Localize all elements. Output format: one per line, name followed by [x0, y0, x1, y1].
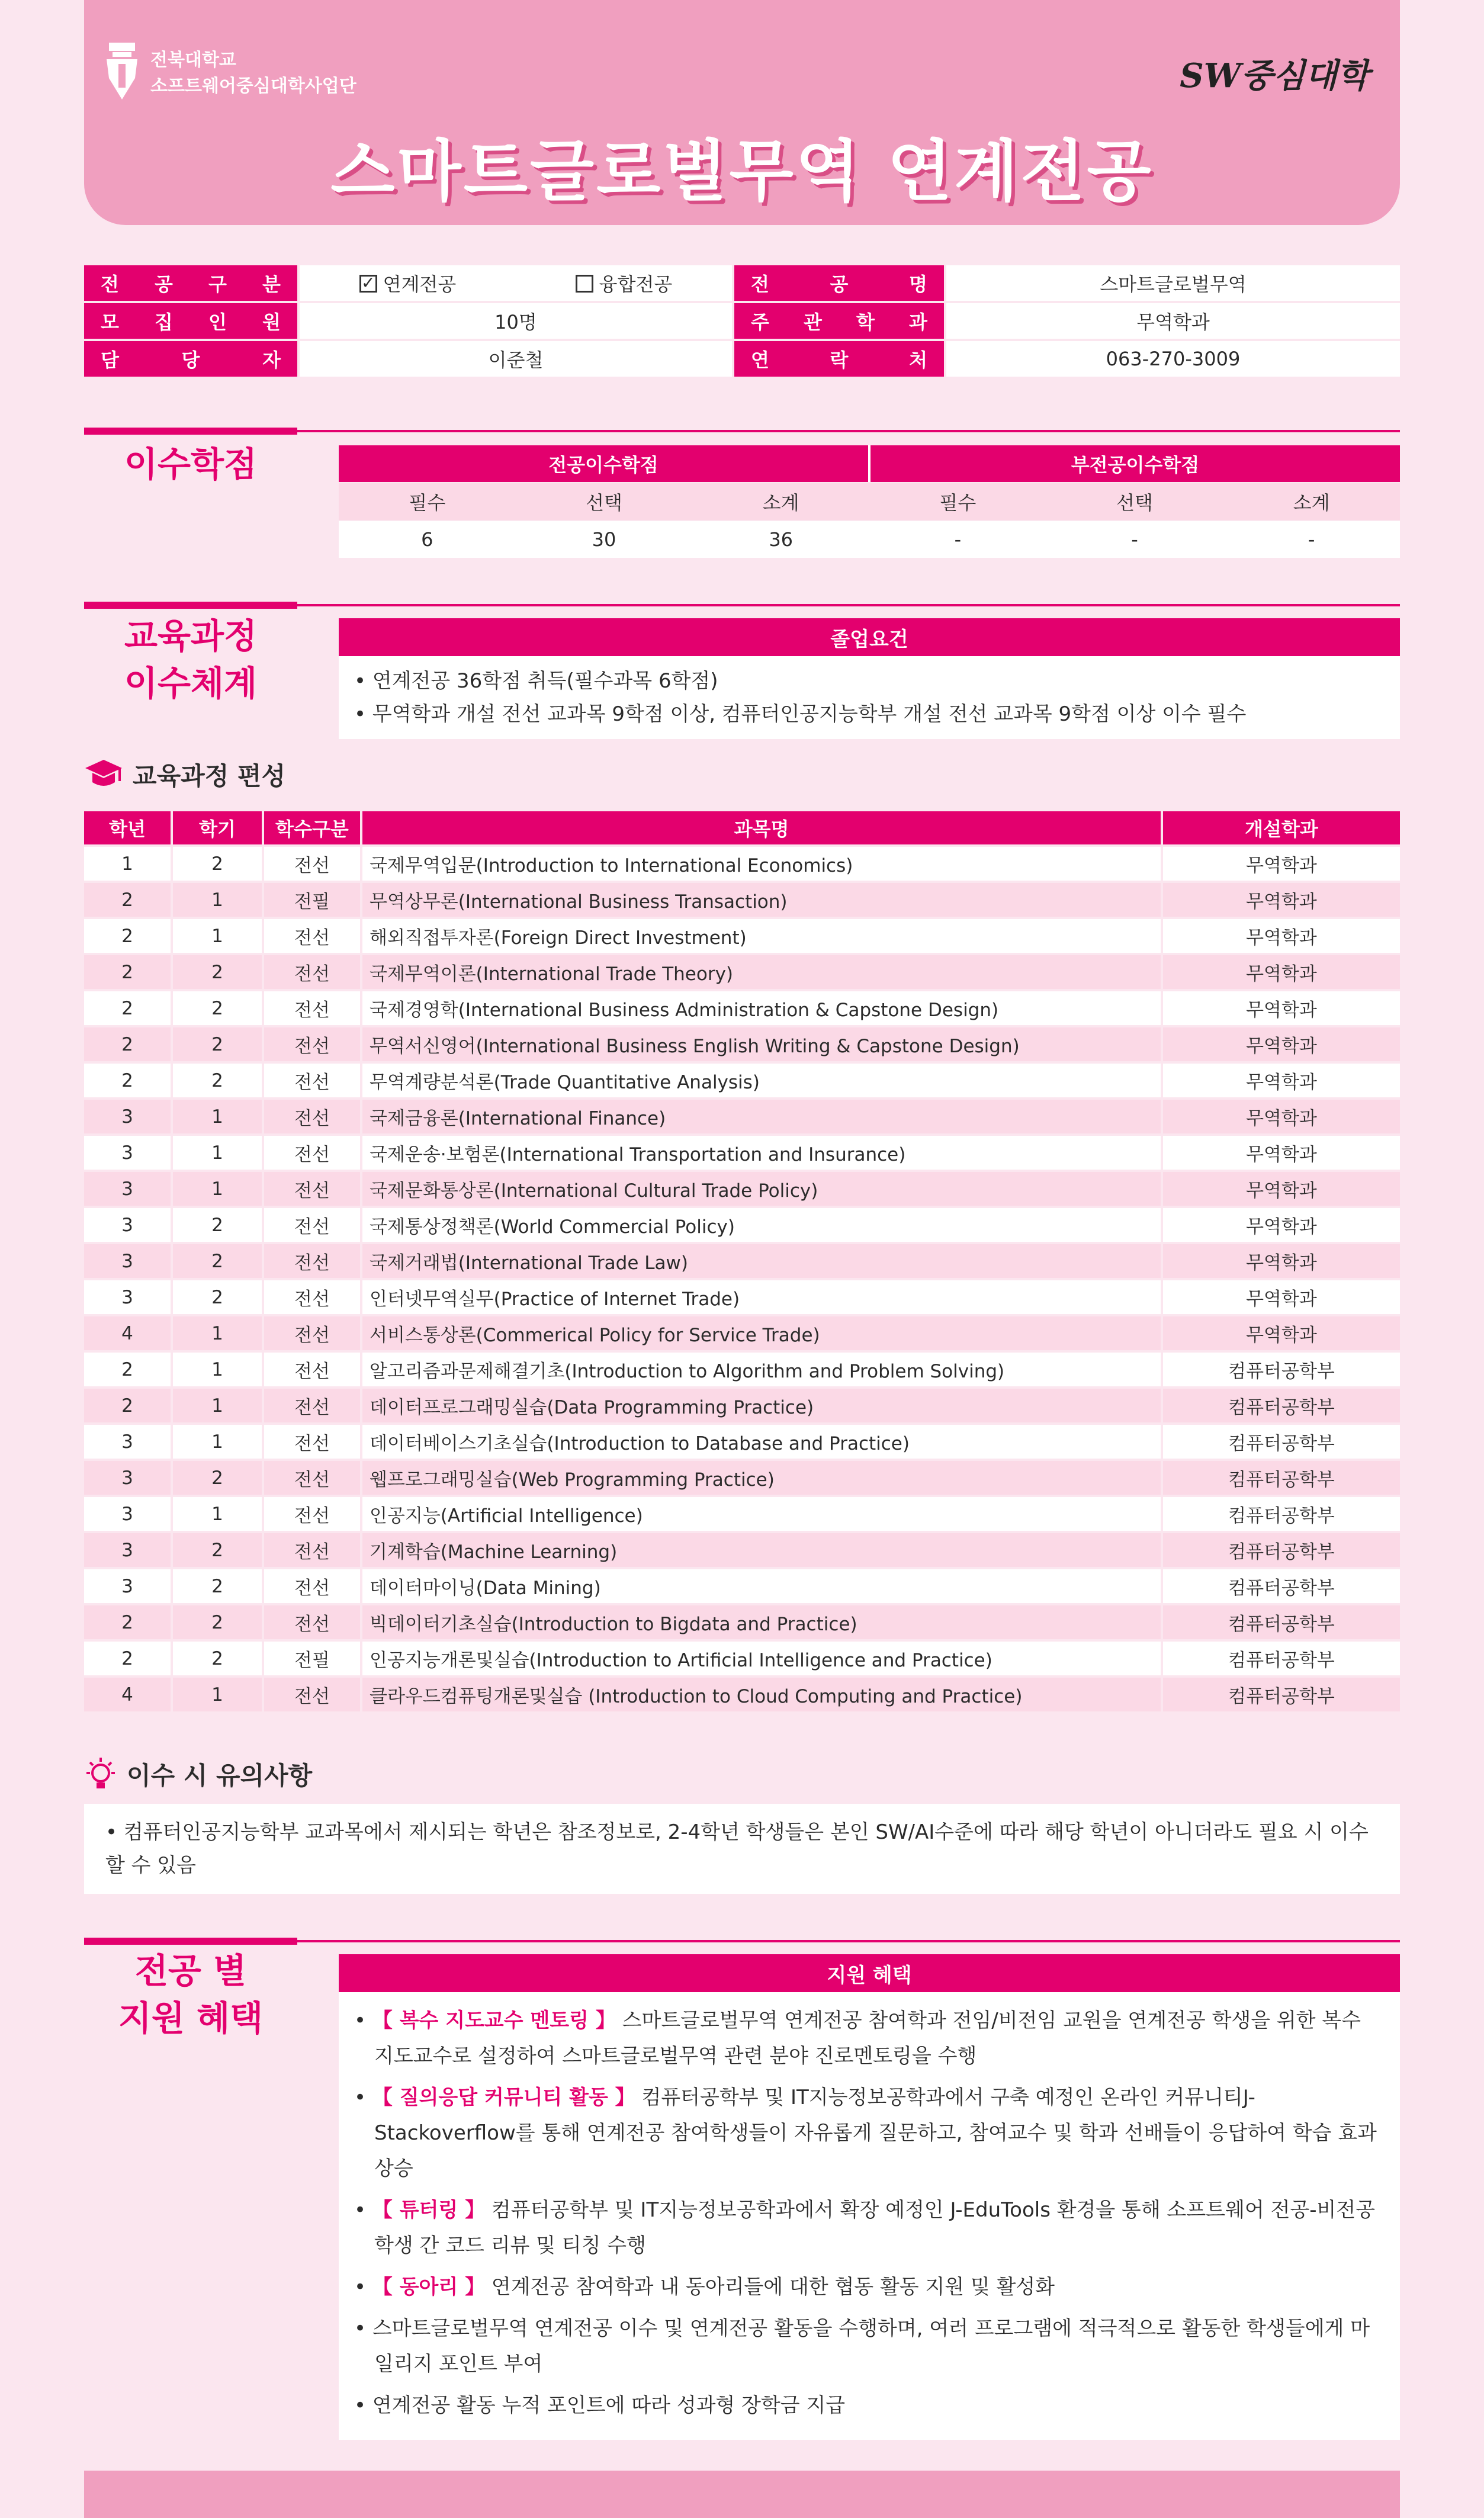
support-item	[354, 2269, 1385, 2305]
course-type: 전필	[264, 883, 360, 917]
credit-value: 36	[692, 521, 869, 558]
course-semester: 1	[173, 1678, 262, 1711]
course-semester: 1	[173, 1136, 262, 1170]
course-year: 3	[84, 1208, 171, 1242]
course-semester: 1	[173, 883, 262, 917]
page-footer	[84, 2471, 1400, 2518]
course-dept: 컴퓨터공학부	[1163, 1425, 1400, 1459]
course-year: 3	[84, 1244, 171, 1278]
credit-col-header: 필수	[869, 483, 1046, 520]
contact-label	[734, 341, 944, 377]
course-dept: 무역학과	[1163, 1316, 1400, 1350]
course-year: 2	[84, 1064, 171, 1097]
course-dept: 무역학과	[1163, 991, 1400, 1025]
table-row	[84, 1100, 1400, 1133]
option-convergence-label: 융합전공	[599, 273, 673, 296]
course-year: 3	[84, 1425, 171, 1459]
course-dept: 무역학과	[1163, 1244, 1400, 1278]
course-dept: 컴퓨터공학부	[1163, 1389, 1400, 1422]
composition-title: 교육과정 편성	[133, 762, 286, 791]
col-header-dept: 개설학과	[1163, 811, 1400, 844]
recruit-label-char: 집	[155, 311, 173, 333]
section-bar	[84, 1938, 297, 1945]
course-dept: 컴퓨터공학부	[1163, 1605, 1400, 1639]
dept-value: 무역학과	[946, 303, 1400, 339]
course-year: 2	[84, 955, 171, 989]
table-row	[84, 1425, 1400, 1459]
course-semester: 1	[173, 1316, 262, 1350]
bullet: •	[354, 2086, 372, 2109]
course-year: 4	[84, 1316, 171, 1350]
course-semester: 2	[173, 955, 262, 989]
bullet: •	[354, 2009, 372, 2032]
course-name: 국제거래법(International Trade Law)	[362, 1244, 1161, 1278]
recruit-label-char: 모	[101, 311, 119, 333]
major-type-label	[84, 265, 297, 301]
graduation-cap-icon	[84, 759, 123, 791]
bullet: •	[354, 2394, 372, 2417]
course-name: 데이터프로그래밍실습(Data Programming Practice)	[362, 1389, 1161, 1422]
course-year: 2	[84, 1353, 171, 1386]
unchecked-box-icon	[576, 275, 593, 293]
course-year: 2	[84, 1389, 171, 1422]
credit-col-header: 선택	[1046, 483, 1223, 520]
table-row	[84, 1027, 1400, 1061]
graduation-body	[339, 656, 1400, 739]
course-type: 전선	[264, 1172, 360, 1206]
contact-value: 063-270-3009	[946, 341, 1400, 377]
course-dept: 컴퓨터공학부	[1163, 1353, 1400, 1386]
course-year: 2	[84, 991, 171, 1025]
course-name: 무역서신영어(International Business English Writing & Capstone Design)	[362, 1027, 1161, 1061]
table-row	[84, 955, 1400, 989]
table-row	[84, 1605, 1400, 1639]
dept-label-char: 관	[804, 311, 822, 333]
course-year: 3	[84, 1497, 171, 1531]
manager-label	[84, 341, 297, 377]
support-item-text: 스마트글로벌무역 연계전공 이수 및 연계전공 활동을 수행하며, 여러 프로그램에 적극적으로 활동한 학생들에게 마일리지 포인트 부여	[372, 2317, 1370, 2376]
support-header: 지원 혜택	[339, 1954, 1400, 1992]
checked-box-icon: ✓	[359, 275, 377, 293]
course-type: 전선	[264, 919, 360, 953]
table-row	[84, 847, 1400, 881]
dept-label-char: 주	[751, 311, 769, 333]
course-semester: 2	[173, 1244, 262, 1278]
course-semester: 1	[173, 1497, 262, 1531]
sw-logo: SW중심대학	[1180, 56, 1369, 95]
course-dept: 무역학과	[1163, 1280, 1400, 1314]
credits-table	[339, 445, 1400, 558]
support-title-line1: 전공 별	[134, 1951, 247, 1991]
support-item	[354, 2311, 1385, 2382]
table-row	[84, 1316, 1400, 1350]
major-type-label-char: 전	[101, 273, 119, 296]
course-type: 전필	[264, 1642, 360, 1675]
bullet: •	[354, 2317, 372, 2340]
course-dept: 컴퓨터공학부	[1163, 1497, 1400, 1531]
course-type: 전선	[264, 1678, 360, 1711]
support-item-text: 연계전공 활동 누적 포인트에 따라 성과형 장학금 지급	[372, 2394, 846, 2417]
course-year: 3	[84, 1100, 171, 1133]
contact-label-char: 처	[909, 349, 927, 371]
recruit-label-char: 원	[262, 311, 281, 333]
course-name: 인공지능(Artificial Intelligence)	[362, 1497, 1161, 1531]
university-logo-icon	[104, 43, 140, 102]
course-dept: 무역학과	[1163, 883, 1400, 917]
course-name: 국제문화통상론(International Cultural Trade Policy)	[362, 1172, 1161, 1206]
support-item	[354, 2080, 1385, 2186]
support-box	[339, 1954, 1400, 2440]
course-type: 전선	[264, 1461, 360, 1495]
support-item-tag: 【 복수 지도교수 멘토링 】	[372, 2009, 616, 2032]
dept-label	[734, 303, 944, 339]
credit-value: 30	[516, 521, 693, 558]
notes-box: • 컴퓨터인공지능학부 교과목에서 제시되는 학년은 참조정보로, 2-4학년 학생들은 본인 SW/AI수준에 따라 해당 학년이 아니더라도 필요 시 이수할 수 있음	[84, 1804, 1400, 1894]
option-linked-label: 연계전공	[383, 273, 457, 296]
graduation-item: • 무역학과 개설 전선 교과목 9학점 이상, 컴퓨터인공지능학부 개설 전선 교과목 9학점 이상 이수 필수	[354, 702, 1247, 726]
course-year: 3	[84, 1461, 171, 1495]
course-semester: 2	[173, 1027, 262, 1061]
dept-label-char: 과	[909, 311, 927, 333]
major-name-label-char: 공	[830, 273, 849, 296]
course-type: 전선	[264, 1353, 360, 1386]
minor-credits-header: 부전공이수학점	[871, 445, 1400, 482]
table-row	[84, 1208, 1400, 1242]
table-row	[84, 1461, 1400, 1495]
page-title: 스마트글로벌무역 연계전공	[330, 133, 1154, 210]
course-semester: 1	[173, 1389, 262, 1422]
table-row	[84, 1642, 1400, 1675]
course-name: 클라우드컴퓨팅개론및실습 (Introduction to Cloud Computing and Practice)	[362, 1678, 1161, 1711]
table-row	[84, 1244, 1400, 1278]
course-dept: 컴퓨터공학부	[1163, 1461, 1400, 1495]
table-row	[84, 991, 1400, 1025]
page-header	[84, 0, 1400, 225]
course-name: 국제무역입문(Introduction to International Economics)	[362, 847, 1161, 881]
support-item-text: 스마트글로벌무역 연계전공 참여학과 전임/비전임 교원을 연계전공 학생을 위한 복수 지도교수로 설정하여 스마트글로벌무역 관련 분야 진로멘토링을 수행	[374, 2009, 1361, 2068]
course-dept: 무역학과	[1163, 1208, 1400, 1242]
course-year: 3	[84, 1280, 171, 1314]
table-row	[84, 1389, 1400, 1422]
major-type-label-char: 공	[155, 273, 173, 296]
course-year: 2	[84, 883, 171, 917]
course-name: 무역상무론(International Business Transaction)	[362, 883, 1161, 917]
notes-title: 이수 시 유의사항	[127, 1761, 313, 1790]
course-name: 서비스통상론(Commerical Policy for Service Trade)	[362, 1316, 1161, 1350]
table-row	[84, 1678, 1400, 1711]
course-type: 전선	[264, 1064, 360, 1097]
course-dept: 컴퓨터공학부	[1163, 1533, 1400, 1567]
course-semester: 2	[173, 1569, 262, 1603]
bullet: •	[354, 2198, 372, 2222]
course-semester: 2	[173, 1533, 262, 1567]
contact-label-char: 연	[751, 349, 769, 371]
curriculum-title-line2: 이수체계	[124, 663, 258, 704]
support-item-tag: 【 동아리 】	[372, 2275, 486, 2299]
course-dept: 무역학과	[1163, 1172, 1400, 1206]
course-type: 전선	[264, 1569, 360, 1603]
course-dept: 컴퓨터공학부	[1163, 1569, 1400, 1603]
col-header-type: 학수구분	[264, 811, 360, 844]
support-section-title	[84, 1947, 297, 2042]
course-year: 3	[84, 1569, 171, 1603]
course-name: 국제무역이론(International Trade Theory)	[362, 955, 1161, 989]
credits-section-title: 이수학점	[124, 444, 258, 484]
course-type: 전선	[264, 1605, 360, 1639]
checkbox-convergence	[576, 269, 673, 297]
recruit-label-char: 인	[208, 311, 227, 333]
course-semester: 2	[173, 1642, 262, 1675]
major-type-value	[300, 265, 732, 301]
lightbulb-icon	[84, 1756, 117, 1792]
course-type: 전선	[264, 847, 360, 881]
course-year: 3	[84, 1533, 171, 1567]
course-type: 전선	[264, 1027, 360, 1061]
course-semester: 1	[173, 919, 262, 953]
course-year: 3	[84, 1136, 171, 1170]
course-year: 1	[84, 847, 171, 881]
info-table	[84, 265, 1400, 379]
support-item	[354, 2003, 1385, 2074]
support-item-tag: 【 튜터링 】	[372, 2198, 486, 2222]
section-bar	[84, 428, 297, 435]
curriculum-section-title	[84, 612, 297, 707]
course-semester: 2	[173, 1280, 262, 1314]
course-name: 기계학습(Machine Learning)	[362, 1533, 1161, 1567]
course-semester: 2	[173, 1208, 262, 1242]
course-dept: 무역학과	[1163, 1136, 1400, 1170]
support-title-line2: 지원 혜택	[118, 1998, 264, 2038]
course-type: 전선	[264, 1208, 360, 1242]
course-year: 2	[84, 1642, 171, 1675]
manager-value: 이준철	[300, 341, 732, 377]
col-header-semester: 학기	[173, 811, 262, 844]
course-type: 전선	[264, 1244, 360, 1278]
support-item-text: 컴퓨터공학부 및 IT지능정보공학과에서 구축 예정인 온라인 커뮤니티J-Stackoverflow를 통해 연계전공 참여학생들이 자유롭게 질문하고, 참여교수 및 학과 선배들이 응답하여 학습 효과 상승	[374, 2086, 1377, 2180]
course-table-header	[84, 811, 1400, 844]
curriculum-title-line1: 교육과정	[124, 616, 258, 656]
contact-label-char: 락	[830, 349, 849, 371]
course-name: 인공지능개론및실습(Introduction to Artificial Intelligence and Practice)	[362, 1642, 1161, 1675]
table-row	[84, 1280, 1400, 1314]
course-dept: 무역학과	[1163, 1027, 1400, 1061]
course-type: 전선	[264, 1316, 360, 1350]
course-semester: 2	[173, 847, 262, 881]
course-dept: 컴퓨터공학부	[1163, 1642, 1400, 1675]
course-year: 2	[84, 919, 171, 953]
info-row	[84, 303, 1400, 339]
col-header-year: 학년	[84, 811, 171, 844]
major-name-label-char: 명	[909, 273, 927, 296]
course-type: 전선	[264, 1497, 360, 1531]
credit-col-header: 소계	[692, 483, 869, 520]
table-row	[84, 919, 1400, 953]
section-line	[297, 430, 1400, 432]
program-label: 소프트웨어중심대학사업단	[150, 76, 356, 97]
support-item-text: 연계전공 참여학과 내 동아리들에 대한 협동 활동 지원 및 활성화	[485, 2275, 1055, 2299]
course-year: 2	[84, 1027, 171, 1061]
course-semester: 2	[173, 1064, 262, 1097]
course-name: 국제운송·보험론(International Transportation and Insurance)	[362, 1136, 1161, 1170]
support-item-tag: 【 질의응답 커뮤니티 활동 】	[372, 2086, 635, 2109]
course-table	[84, 811, 1400, 1711]
credit-col-header: 선택	[516, 483, 693, 520]
course-type: 전선	[264, 955, 360, 989]
course-year: 2	[84, 1605, 171, 1639]
course-dept: 무역학과	[1163, 955, 1400, 989]
major-name-label	[734, 265, 944, 301]
manager-label-char: 자	[262, 349, 281, 371]
course-name: 인터넷무역실무(Practice of Internet Trade)	[362, 1280, 1161, 1314]
course-dept: 컴퓨터공학부	[1163, 1678, 1400, 1711]
course-year: 4	[84, 1678, 171, 1711]
course-semester: 1	[173, 1172, 262, 1206]
manager-label-char: 당	[181, 349, 200, 371]
course-type: 전선	[264, 1533, 360, 1567]
composition-heading	[84, 757, 285, 792]
checkbox-linked	[359, 269, 457, 297]
course-dept: 무역학과	[1163, 1064, 1400, 1097]
info-row	[84, 341, 1400, 377]
major-credits-header: 전공이수학점	[339, 445, 868, 482]
course-name: 데이터마이닝(Data Mining)	[362, 1569, 1161, 1603]
credit-value: -	[1223, 521, 1400, 558]
course-year: 3	[84, 1172, 171, 1206]
section-line	[297, 604, 1400, 606]
credit-value: 6	[339, 521, 516, 558]
course-name: 데이터베이스기초실습(Introduction to Database and Practice)	[362, 1425, 1161, 1459]
recruit-label	[84, 303, 297, 339]
major-name-label-char: 전	[751, 273, 769, 296]
major-type-label-char: 분	[262, 273, 281, 296]
credits-values	[339, 521, 1400, 558]
course-semester: 2	[173, 1605, 262, 1639]
course-name: 국제경영학(International Business Administration & Capstone Design)	[362, 991, 1161, 1025]
course-name: 국제통상정책론(World Commercial Policy)	[362, 1208, 1161, 1242]
graduation-item: • 연계전공 36학점 취득(필수과목 6학점)	[354, 669, 718, 693]
section-line	[297, 1940, 1400, 1942]
credit-col-header: 소계	[1223, 483, 1400, 520]
major-name-value: 스마트글로벌무역	[946, 265, 1400, 301]
course-type: 전선	[264, 1100, 360, 1133]
support-item-text: 컴퓨터공학부 및 IT지능정보공학과에서 확장 예정인 J-EduTools 환경을 통해 소프트웨어 전공-비전공 학생 간 코드 리뷰 및 티칭 수행	[374, 2198, 1376, 2257]
table-row	[84, 1172, 1400, 1206]
graduation-header: 졸업요건	[339, 618, 1400, 656]
course-name: 국제금융론(International Finance)	[362, 1100, 1161, 1133]
dept-label-char: 학	[856, 311, 875, 333]
table-row	[84, 883, 1400, 917]
table-row	[84, 1569, 1400, 1603]
section-bar	[84, 602, 297, 609]
course-dept: 무역학과	[1163, 919, 1400, 953]
info-row	[84, 265, 1400, 301]
table-row	[84, 1533, 1400, 1567]
course-name: 웹프로그래밍실습(Web Programming Practice)	[362, 1461, 1161, 1495]
col-header-course: 과목명	[362, 811, 1161, 844]
course-semester: 2	[173, 1461, 262, 1495]
course-semester: 2	[173, 991, 262, 1025]
course-type: 전선	[264, 991, 360, 1025]
course-type: 전선	[264, 1280, 360, 1314]
table-row	[84, 1497, 1400, 1531]
course-dept: 무역학과	[1163, 1100, 1400, 1133]
course-type: 전선	[264, 1389, 360, 1422]
support-item	[354, 2388, 1385, 2423]
credits-subheader	[339, 483, 1400, 520]
support-body	[339, 1992, 1400, 2440]
university-label: 전북대학교	[150, 50, 236, 70]
course-name: 무역계량분석론(Trade Quantitative Analysis)	[362, 1064, 1161, 1097]
university-name	[150, 47, 356, 99]
credit-value: -	[1046, 521, 1223, 558]
manager-label-char: 담	[101, 349, 119, 371]
recruit-value: 10명	[300, 303, 732, 339]
bullet: •	[354, 2275, 372, 2299]
table-row	[84, 1353, 1400, 1386]
course-semester: 1	[173, 1425, 262, 1459]
notes-heading	[84, 1756, 312, 1792]
course-dept: 무역학과	[1163, 847, 1400, 881]
course-name: 빅데이터기초실습(Introduction to Bigdata and Practice)	[362, 1605, 1161, 1639]
course-semester: 1	[173, 1353, 262, 1386]
course-name: 알고리즘과문제해결기초(Introduction to Algorithm and Problem Solving)	[362, 1353, 1161, 1386]
credit-value: -	[869, 521, 1046, 558]
course-type: 전선	[264, 1136, 360, 1170]
major-type-label-char: 구	[208, 273, 227, 296]
table-row	[84, 1064, 1400, 1097]
graduation-requirements	[339, 618, 1400, 739]
table-row	[84, 1136, 1400, 1170]
support-item	[354, 2192, 1385, 2263]
course-semester: 1	[173, 1100, 262, 1133]
course-name: 해외직접투자론(Foreign Direct Investment)	[362, 919, 1161, 953]
credit-col-header: 필수	[339, 483, 516, 520]
course-type: 전선	[264, 1425, 360, 1459]
